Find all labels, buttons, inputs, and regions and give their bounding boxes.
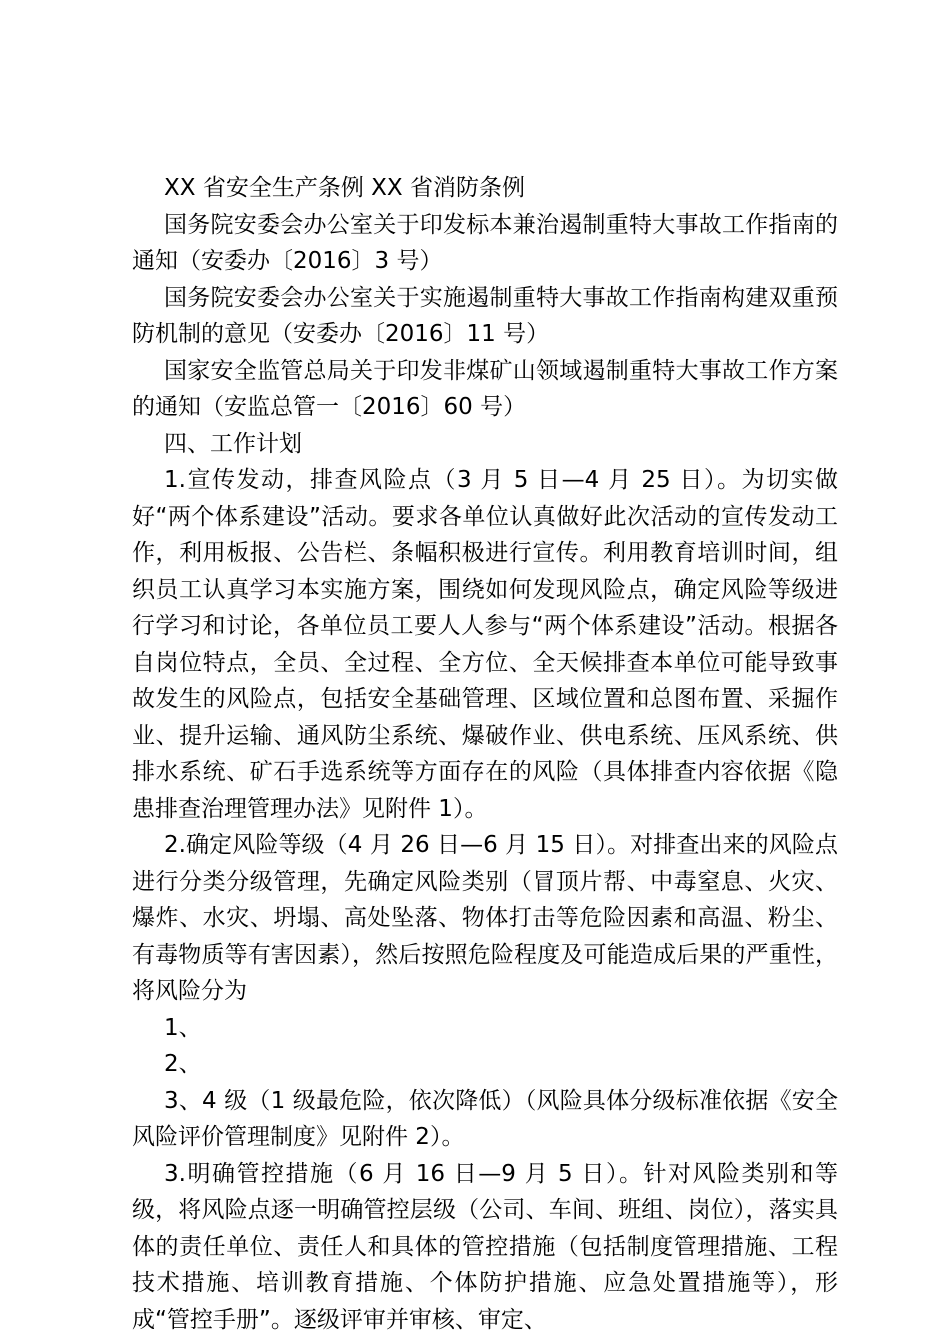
regulation-line: 国务院安委会办公室关于实施遏制重特大事故工作指南构建双重预防机制的意见（安委办〔2016〕11 号）	[132, 284, 838, 347]
list-item: 1、	[164, 1014, 202, 1041]
document-body	[132, 170, 838, 1338]
regulation-line: XX 省安全生产条例 XX 省消防条例	[164, 175, 525, 201]
list-item: 3、4 级（1 级最危险，依次降低）（风险具体分级标准依据《安全风险评价管理制度》见附件 2）。	[132, 1087, 838, 1150]
plan-step-paragraph: 1.宣传发动，排查风险点（3 月 5 日—4 月 25 日）。为切实做好“两个体系建设”活动。要求各单位认真做好此次活动的宣传发动工作，利用板报、公告栏、条幅积极进行宣传。利用教育培训时间，组织员工认真学习本实施方案，围绕如何发现风险点，确定风险等级进行学习和讨论，各单位员工要人人参与“两个体系建设”活动。根据各自岗位特点，全员、全过程、全方位、全天候排查本单位可能导致事故发生的风险点，包括安全基础管理、区域位置和总图布置、采掘作业、提升运输、通风防尘系统、爆破作业、供电系统、压风系统、供排水系统、矿石手选系统等方面存在的风险（具体排查内容依据《隐患排查治理管理办法》见附件 1）。	[132, 467, 838, 822]
section-heading: 四、工作计划	[164, 430, 302, 457]
regulation-line: 国家安全监管总局关于印发非煤矿山领域遏制重特大事故工作方案的通知（安监总管一〔2016〕60 号）	[132, 357, 838, 420]
plan-step-paragraph: 2.确定风险等级（4 月 26 日—6 月 15 日）。对排查出来的风险点进行分类分级管理，先确定风险类别（冒顶片帮、中毒窒息、火灾、爆炸、水灾、坍塌、高处坠落、物体打击等危险因素和高温、粉尘、有毒物质等有害因素），然后按照危险程度及可能造成后果的严重性，将风险分为	[132, 832, 838, 1004]
regulation-line: 国务院安委会办公室关于印发标本兼治遏制重特大事故工作指南的通知（安委办〔2016〕3 号）	[132, 211, 838, 274]
list-item: 2、	[164, 1051, 202, 1077]
plan-step-paragraph: 3.明确管控措施（6 月 16 日—9 月 5 日）。针对风险类别和等级，将风险点逐一明确管控层级（公司、车间、班组、岗位），落实具体的责任单位、责任人和具体的管控措施（包括制度管理措施、工程技术措施、培训教育措施、个体防护措施、应急处置措施等），形成“管控手册”。逐级评审并审核、审定、	[132, 1160, 838, 1333]
